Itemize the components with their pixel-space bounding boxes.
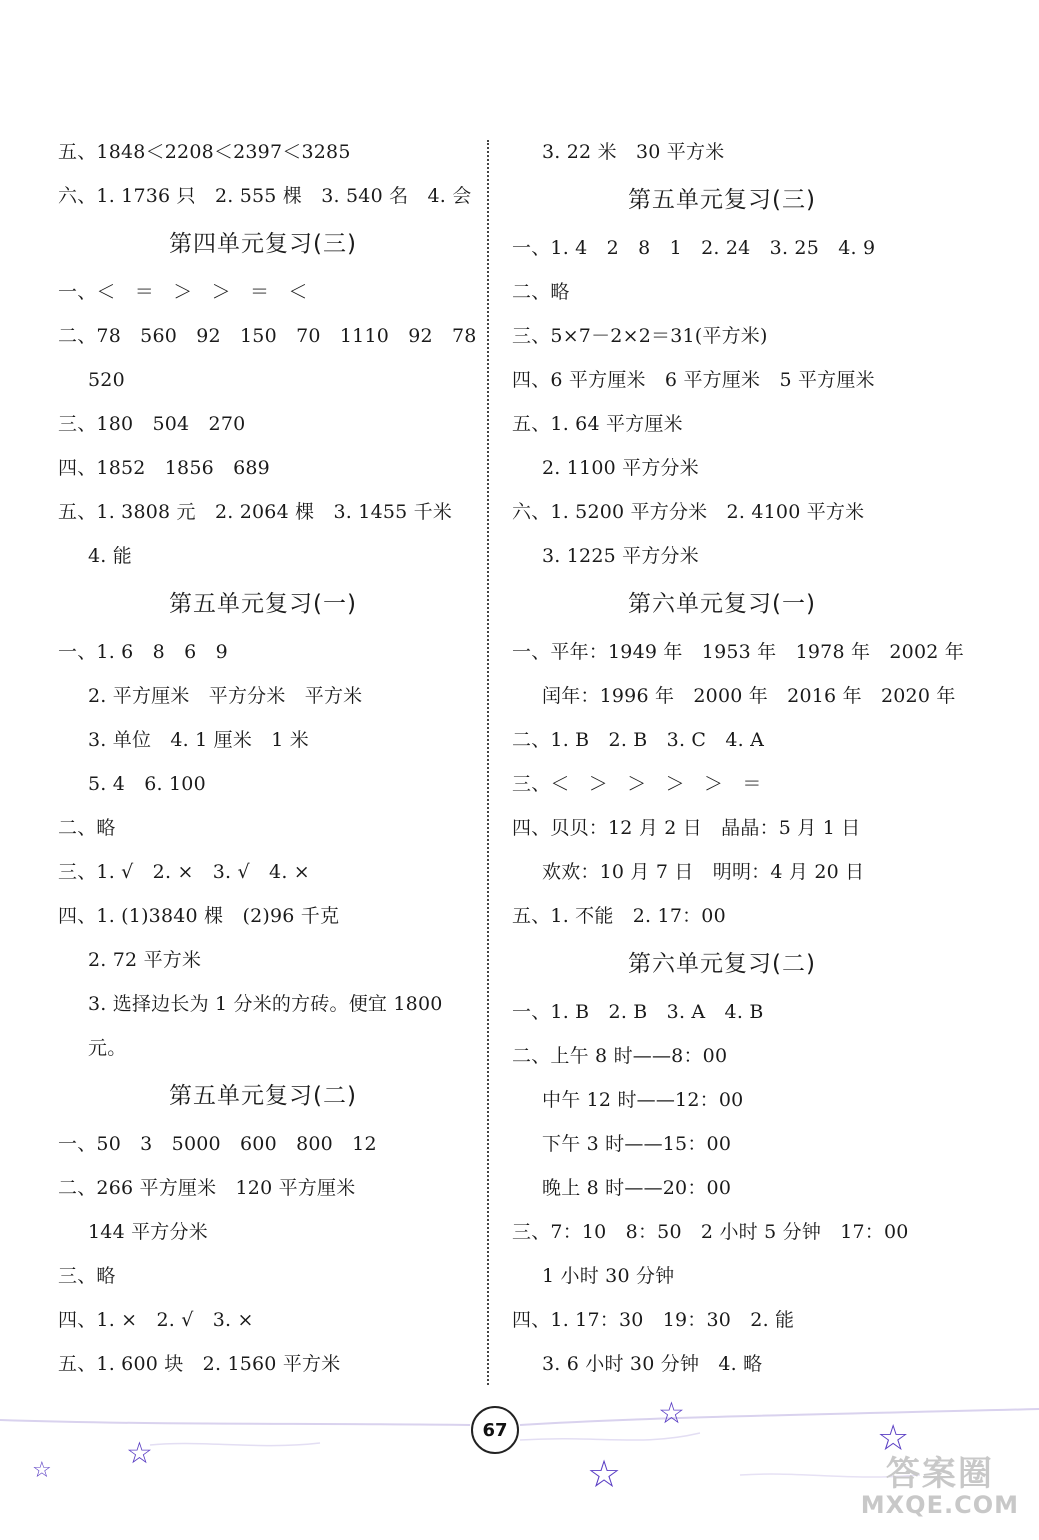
section-heading: 第五单元复习(三) <box>628 187 816 213</box>
watermark-url: MXQE.COM <box>860 1490 1019 1519</box>
answer-line: 一、平年：1949 年 1953 年 1978 年 2002 年 <box>512 641 964 663</box>
answer-line: 2. 72 平方米 <box>88 949 202 971</box>
section-heading: 第六单元复习(一) <box>628 591 816 617</box>
answer-line: 闰年：1996 年 2000 年 2016 年 2020 年 <box>542 685 956 707</box>
column-divider <box>487 140 489 1385</box>
answer-line: 一、1. B 2. B 3. A 4. B <box>512 1001 764 1023</box>
answer-line: 二、78 560 92 150 70 1110 92 78 <box>58 325 477 347</box>
answer-line: 520 <box>88 369 125 391</box>
answer-line: 一、1. 6 8 6 9 <box>58 641 228 663</box>
answer-line: 三、5×7－2×2＝31(平方米) <box>512 325 768 347</box>
answer-line: 四、1. × 2. √ 3. × <box>58 1309 254 1331</box>
star-icon: ☆ <box>32 1458 52 1483</box>
answer-line: 3. 6 小时 30 分钟 4. 略 <box>542 1353 763 1375</box>
section-heading: 第六单元复习(二) <box>628 951 816 977</box>
star-icon: ☆ <box>126 1436 153 1471</box>
answer-line: 三、7：10 8：50 2 小时 5 分钟 17：00 <box>512 1221 909 1243</box>
answer-line: 3. 1225 平方分米 <box>542 545 699 567</box>
answer-line: 四、1852 1856 689 <box>58 457 270 479</box>
star-icon: ☆ <box>877 1418 910 1459</box>
answer-line: 三、1. √ 2. × 3. √ 4. × <box>58 861 310 883</box>
answer-line: 四、6 平方厘米 6 平方厘米 5 平方厘米 <box>512 369 875 391</box>
answer-line: 五、1. 600 块 2. 1560 平方米 <box>58 1353 341 1375</box>
answer-line: 五、1. 不能 2. 17：00 <box>512 905 726 927</box>
answer-line: 晚上 8 时——20：00 <box>542 1177 732 1199</box>
answer-line: 二、1. B 2. B 3. C 4. A <box>512 729 765 751</box>
page-number: 67 <box>471 1406 519 1454</box>
answer-line: 五、1. 3808 元 2. 2064 棵 3. 1455 千米 <box>58 501 453 523</box>
answer-line: 五、1848＜2208＜2397＜3285 <box>58 141 351 163</box>
watermark-text: 答案圈 <box>885 1454 994 1495</box>
section-heading: 第五单元复习(一) <box>169 591 357 617</box>
right-column <box>512 130 964 1386</box>
answer-line: 3. 选择边长为 1 分米的方砖。便宜 1800 <box>88 993 443 1015</box>
star-icon: ☆ <box>587 1452 622 1496</box>
watermark <box>860 1454 1019 1519</box>
answer-line: 六、1. 1736 只 2. 555 棵 3. 540 名 4. 会 <box>58 185 472 207</box>
answer-line: 三、略 <box>58 1265 116 1287</box>
answer-line: 3. 单位 4. 1 厘米 1 米 <box>88 729 309 751</box>
answer-line: 3. 22 米 30 平方米 <box>542 141 725 163</box>
answer-line: 中午 12 时——12：00 <box>542 1089 744 1111</box>
section-heading: 第四单元复习(三) <box>169 231 357 257</box>
answer-line: 二、上午 8 时——8：00 <box>512 1045 728 1067</box>
answer-line: 二、略 <box>512 281 570 303</box>
answer-line: 元。 <box>88 1037 127 1059</box>
answer-line: 五、1. 64 平方厘米 <box>512 413 683 435</box>
answer-line: 二、266 平方厘米 120 平方厘米 <box>58 1177 356 1199</box>
answer-line: 下午 3 时——15：00 <box>542 1133 732 1155</box>
left-column <box>58 130 477 1386</box>
answer-line: 欢欢：10 月 7 日 明明：4 月 20 日 <box>542 861 865 883</box>
answer-line: 三、＜ ＞ ＞ ＞ ＞ ＝ <box>512 773 762 795</box>
answer-line: 一、1. 4 2 8 1 2. 24 3. 25 4. 9 <box>512 237 876 259</box>
answer-line: 2. 平方厘米 平方分米 平方米 <box>88 685 363 707</box>
answer-line: 一、＜ ＝ ＞ ＞ ＝ ＜ <box>58 281 308 303</box>
answer-line: 四、1. (1)3840 棵 (2)96 千克 <box>58 905 340 927</box>
answer-line: 1 小时 30 分钟 <box>542 1265 675 1287</box>
answer-line: 二、略 <box>58 817 116 839</box>
answer-line: 六、1. 5200 平方分米 2. 4100 平方米 <box>512 501 865 523</box>
answer-line: 4. 能 <box>88 545 132 567</box>
section-heading: 第五单元复习(二) <box>169 1083 357 1109</box>
star-icon: ☆ <box>658 1396 685 1431</box>
answer-line: 144 平方分米 <box>88 1221 208 1243</box>
answer-line: 5. 4 6. 100 <box>88 773 206 795</box>
answer-line: 一、50 3 5000 600 800 12 <box>58 1133 377 1155</box>
answer-line: 三、180 504 270 <box>58 413 246 435</box>
answer-line: 2. 1100 平方分米 <box>542 457 699 479</box>
answer-line: 四、1. 17：30 19：30 2. 能 <box>512 1309 795 1331</box>
answer-line: 四、贝贝：12 月 2 日 晶晶：5 月 1 日 <box>512 817 861 839</box>
